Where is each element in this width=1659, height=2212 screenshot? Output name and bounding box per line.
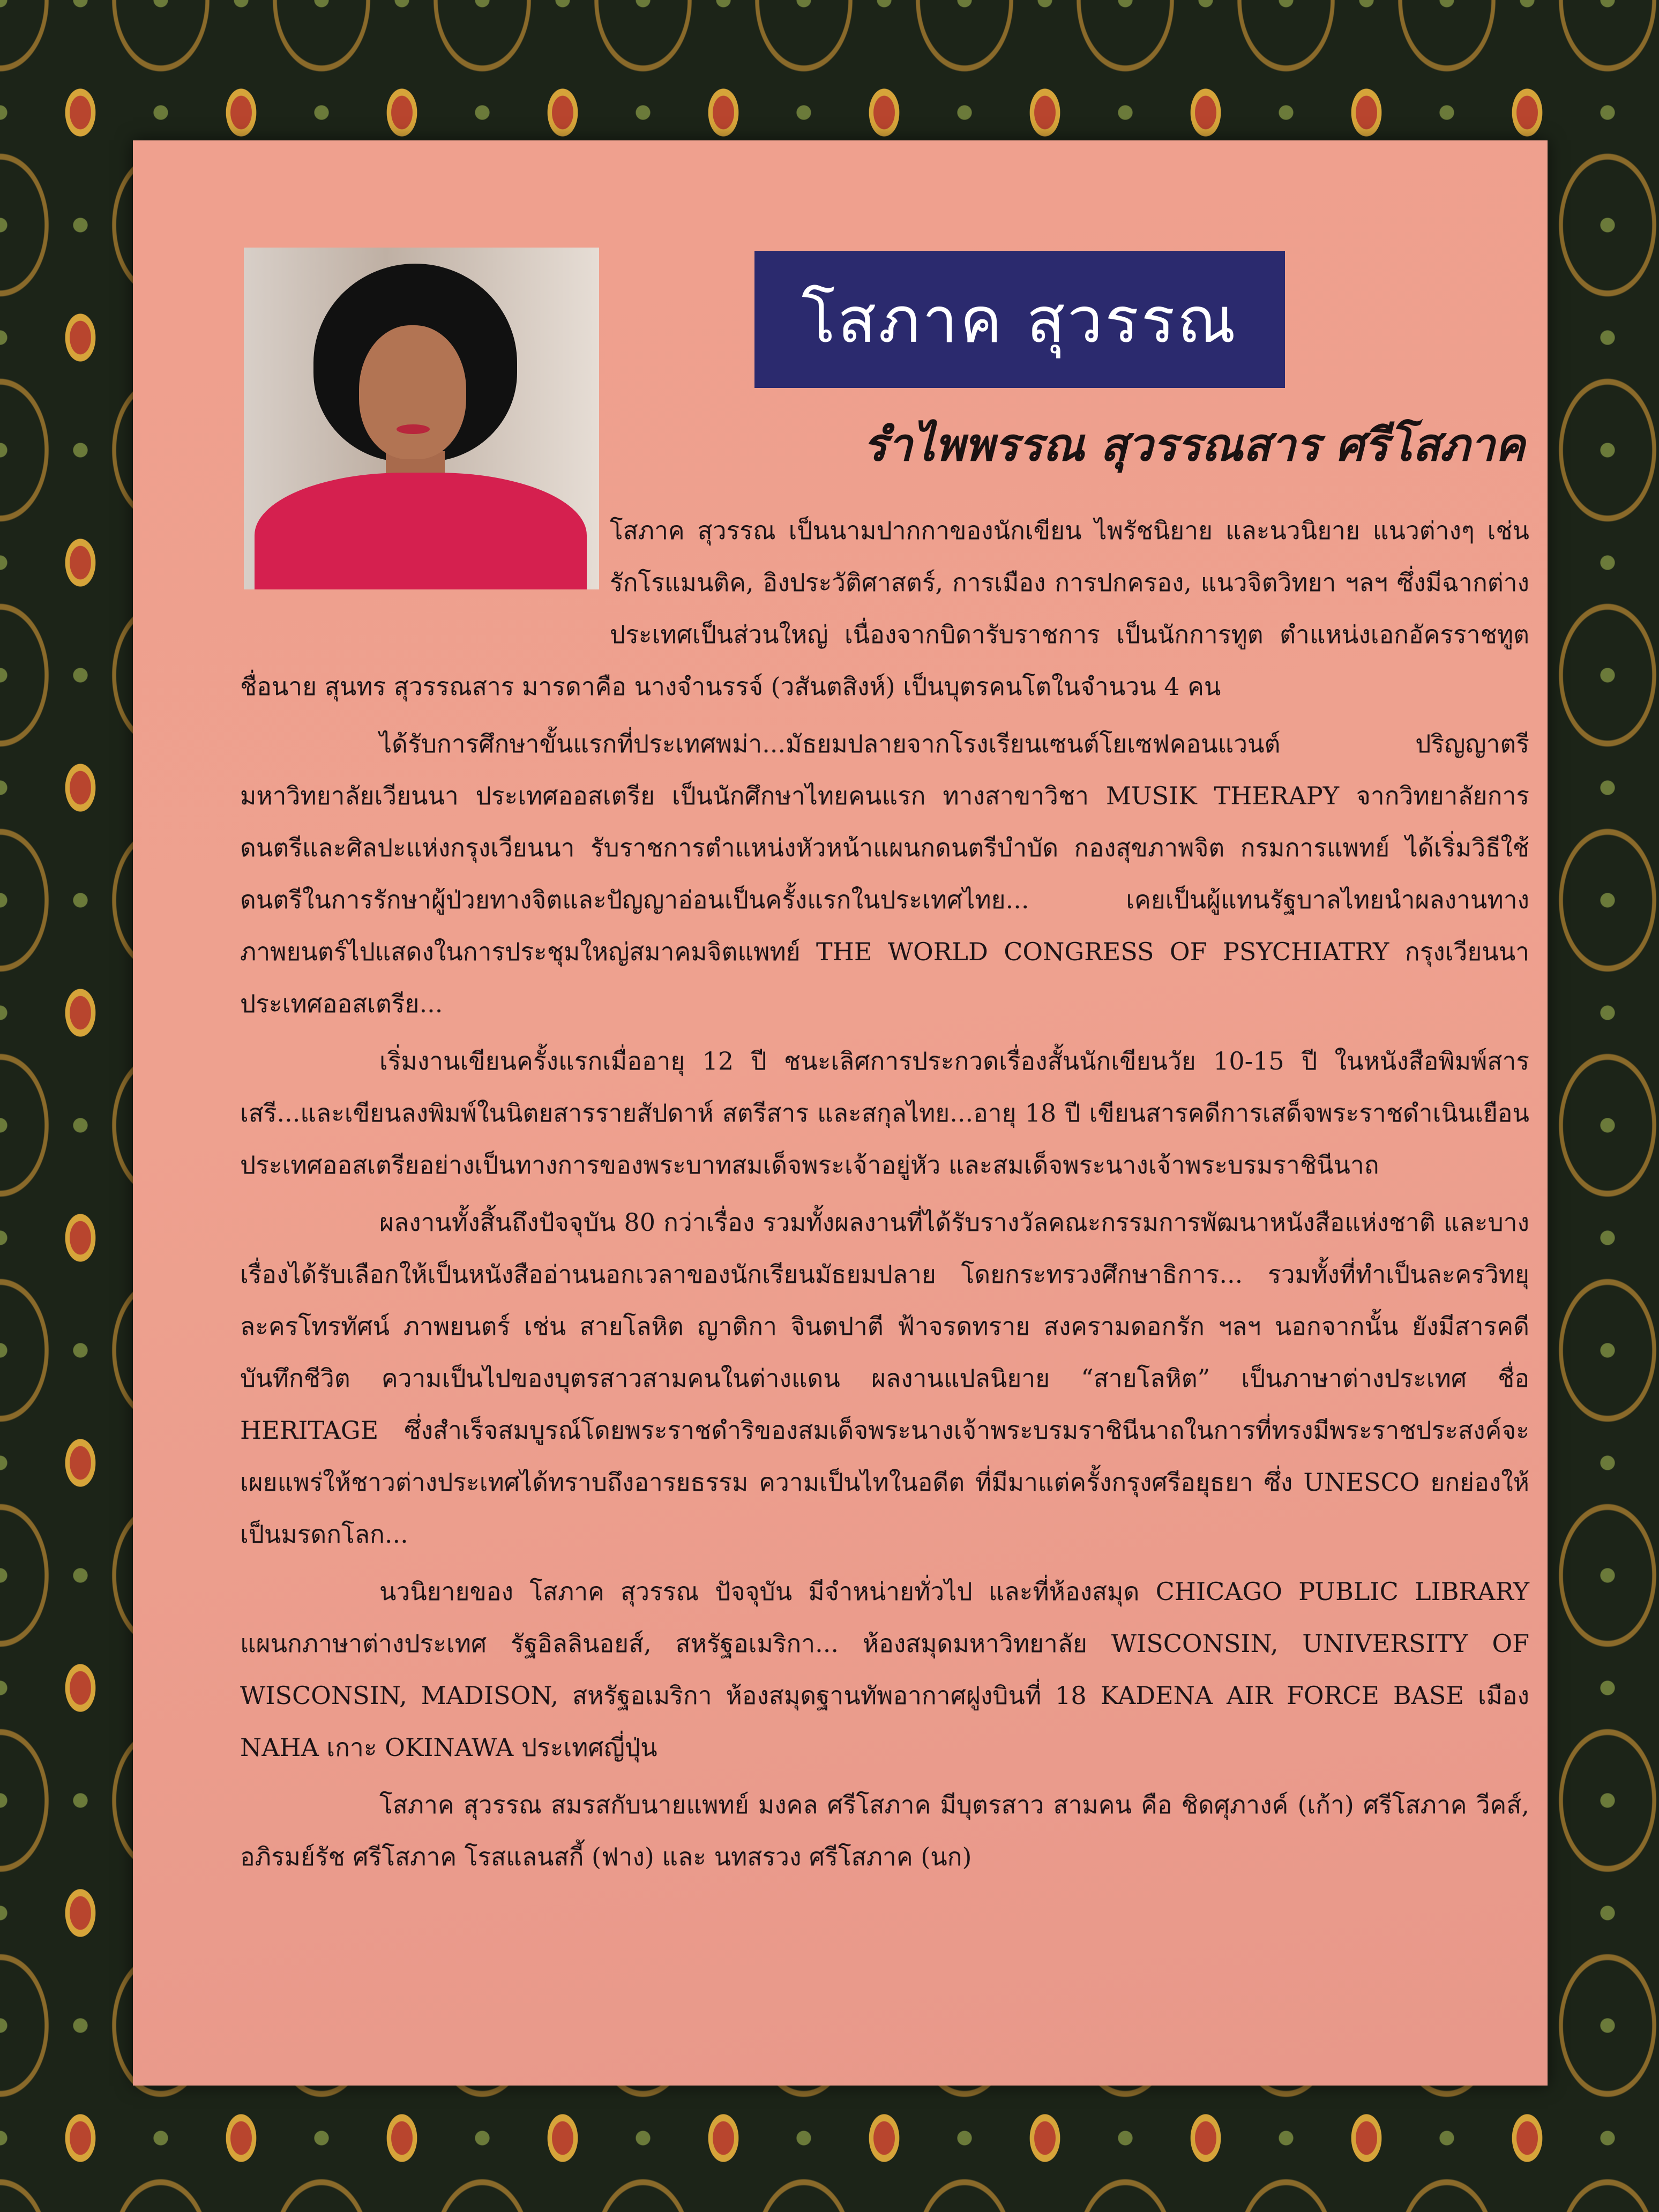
bio-paragraph-5: นวนิยายของ โสภาค สุวรรณ ปัจจุบัน มีจำหน่ายทั่วไป และที่ห้องสมุด CHICAGO PUBLIC LIBRARY แผนกภาษาต่างประเทศ รัฐอิลลินอยส์, สหรัฐอเมริกา... ห้องสมุดมหาวิทยาลัย WISCONSIN, UNIVERSITY OF WISCONSIN, MADISON, สหรัฐอเมริกา ห้องสมุดฐานทัพอากาศฝูงบินที่ 18 KADENA AIR FORCE BASE เมือง NAHA เกาะ OKINAWA ประเทศญี่ปุ่น (240, 1577, 1529, 1762)
pen-name-title: โสภาค สุวรรณ (754, 251, 1285, 388)
bio-paragraph-3: เริ่มงานเขียนครั้งแรกเมื่ออายุ 12 ปี ชนะเลิศการประกวดเรื่องสั้นนักเขียนวัย 10-15 ปี ในหนังสือพิมพ์สารเสรี...และเขียนลงพิมพ์ในนิตยสารรายสัปดาห์ สตรีสาร และสกุลไทย...อายุ 18 ปี เขียนสารคดีการเสด็จพระราชดำเนินเยือนประเทศออสเตรียอย่างเป็นทางการของพระบาทสมเด็จพระเจ้าอยู่หัว และสมเด็จพระนางเจ้าพระบรมราชินีนาถ (240, 1047, 1529, 1179)
biography-text (240, 505, 1529, 1888)
bio-paragraph-6: โสภาค สุวรรณ สมรสกับนายแพทย์ มงคล ศรีโสภาค มีบุตรสาว สามคน คือ ชิดศุภางค์ (เก้า) ศรีโสภาค วีคส์, อภิรมย์รัช ศรีโสภาค โรสแลนสกี้ (ฟาง) และ นทสรวง ศรีโสภาค (นก) (240, 1790, 1529, 1871)
book-back-cover (133, 140, 1548, 2086)
author-face (359, 325, 466, 459)
bio-paragraph-1: โสภาค สุวรรณ เป็นนามปากกาของนักเขียน ไพรัชนิยาย และนวนิยาย แนวต่างๆ เช่น รักโรแมนติค, อิงประวัติศาสตร์, การเมือง การปกครอง, แนวจิตวิทยา ฯลฯ ซึ่งมีฉากต่างประเทศเป็นส่วนใหญ่ เนื่องจากบิดารับราชการ เป็นนักการทูต ตำแหน่งเอกอัครราชทูต ชื่อนาย สุนทร สุวรรณสาร มารดาคือ นางจำนรรจ์ (วสันตสิงห์) เป็นบุตรคนโตในจำนวน 4 คน (240, 516, 1529, 701)
bio-paragraph-2: ได้รับการศึกษาขั้นแรกที่ประเทศพม่า...มัธยมปลายจากโรงเรียนเซนต์โยเซฟคอนแวนต์ ปริญญาตรี มหาวิทยาลัยเวียนนา ประเทศออสเตรีย เป็นนักศึกษาไทยคนแรก ทางสาขาวิชา MUSIK THERAPY จากวิทยาลัยการดนตรีและศิลปะแห่งกรุงเวียนนา รับราชการตำแหน่งหัวหน้าแผนกดนตรีบำบัด กองสุขภาพจิต กรมการแพทย์ ได้เริ่มวิธีใช้ดนตรีในการรักษาผู้ป่วยทางจิตและปัญญาอ่อนเป็นครั้งแรกในประเทศไทย... เคยเป็นผู้แทนรัฐบาลไทยนำผลงานทางภาพยนตร์ไปแสดงในการประชุมใหญ่สมาคมจิตแพทย์ THE WORLD CONGRESS OF PSYCHIATRY กรุงเวียนนา ประเทศออสเตรีย... (240, 729, 1529, 1018)
author-lips (397, 424, 430, 434)
photo-spacer (240, 505, 610, 609)
real-name: รำไพพรรณ สุวรรณสาร ศรีโสภาค (863, 418, 1525, 471)
bio-paragraph-4: ผลงานทั้งสิ้นถึงปัจจุบัน 80 กว่าเรื่อง รวมทั้งผลงานที่ได้รับรางวัลคณะกรรมการพัฒนาหนังสือแห่งชาติ และบางเรื่องได้รับเลือกให้เป็นหนังสืออ่านนอกเวลาของนักเรียนมัธยมปลาย โดยกระทรวงศึกษาธิการ... รวมทั้งที่ทำเป็นละครวิทยุ ละครโทรทัศน์ ภาพยนตร์ เช่น สายโลหิต ญาติกา จินตปาตี ฟ้าจรดทราย สงครามดอกรัก ฯลฯ นอกจากนั้น ยังมีสารคดี บันทึกชีวิต ความเป็นไปของบุตรสาวสามคนในต่างแดน ผลงานแปลนิยาย “สายโลหิต” เป็นภาษาต่างประเทศ ชื่อ HERITAGE ซึ่งสำเร็จสมบูรณ์โดยพระราชดำริของสมเด็จพระนางเจ้าพระบรมราชินีนาถในการที่ทรงมีพระราชประสงค์จะเผยแพร่ให้ชาวต่างประเทศได้ทราบถึงอารยธรรม ความเป็นไทในอดีต ที่มีมาแต่ครั้งกรุงศรีอยุธยา ซึ่ง UNESCO ยกย่องให้เป็นมรดกโลก... (240, 1208, 1529, 1549)
